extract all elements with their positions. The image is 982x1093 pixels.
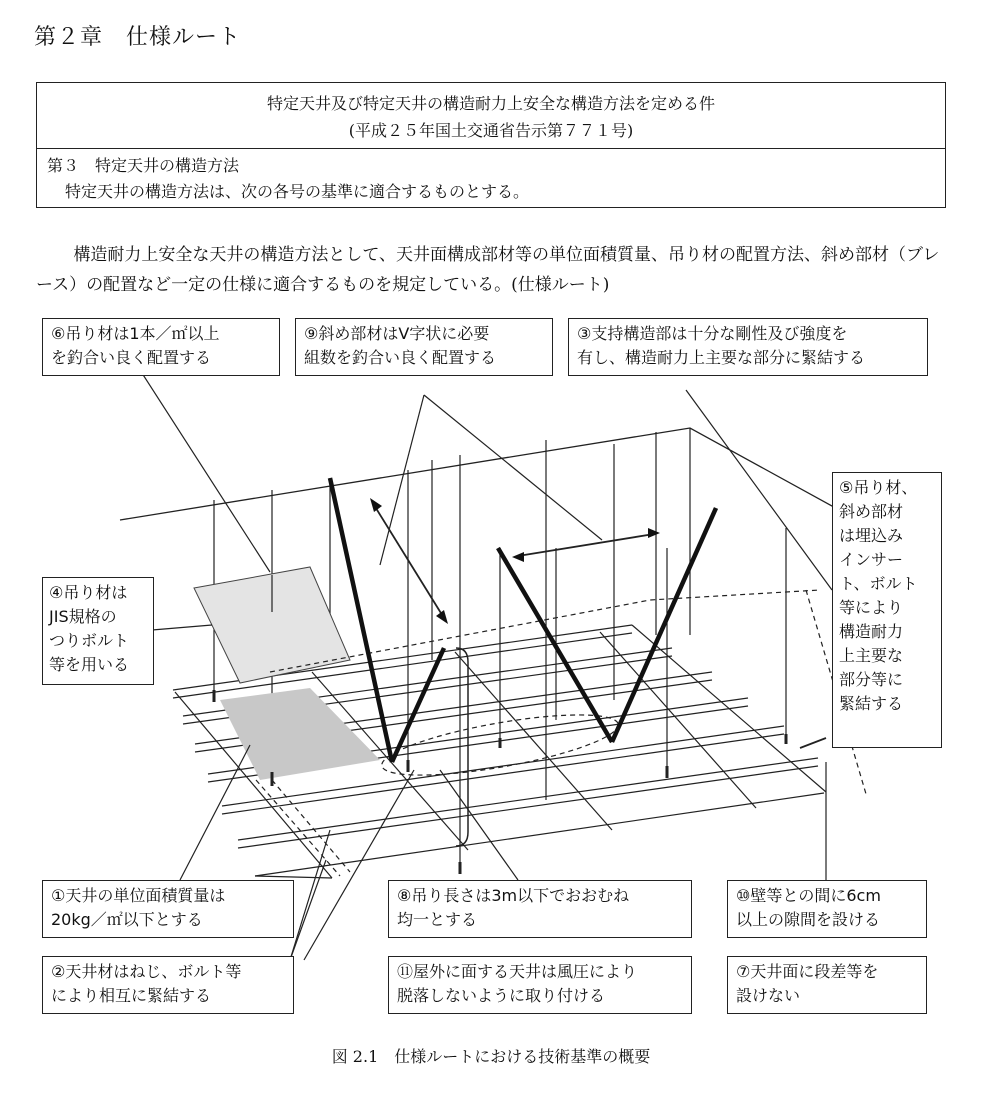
braces	[330, 478, 716, 762]
regulation-title: 特定天井及び特定天井の構造耐力上安全な構造方法を定める件	[266, 94, 715, 113]
callout-3: ③支持構造部は十分な剛性及び強度を 有し、構造耐力上主要な部分に緊結する	[568, 318, 928, 376]
callout-11: ⑪屋外に面する天井は風圧により 脱落しないように取り付ける	[388, 956, 692, 1014]
callout-1: ①天井の単位面積質量は 20kg／㎡以下とする	[42, 880, 294, 938]
callout-10: ⑩壁等との間に6cm 以上の隙間を設ける	[727, 880, 927, 938]
callout-9: ⑨斜め部材はV字状に必要 組数を釣合い良く配置する	[295, 318, 553, 376]
slab-outline	[120, 428, 872, 528]
callout-4: ④吊り材は JIS規格の つりボルト 等を用いる	[42, 577, 154, 685]
dimension-arrows	[374, 505, 826, 748]
regulation-section: 第３ 特定天井の構造方法	[47, 156, 240, 175]
regulation-notice: (平成２５年国土交通省告示第７７１号)	[348, 121, 634, 140]
ceiling-panel-shaded	[220, 688, 380, 780]
callout-2: ②天井材はねじ、ボルト等 により相互に緊結する	[42, 956, 294, 1014]
intro-text: 構造耐力上安全な天井の構造方法として、天井面構成部材等の単位面積質量、吊り材の配置方法、斜め部材（ブレース）の配置など一定の仕様に適合するものを規定している。(仕様ルート)	[36, 245, 940, 295]
regulation-text: 特定天井の構造方法は、次の各号の基準に適合するものとする。	[65, 182, 530, 201]
callout-6: ⑥吊り材は1本／㎡以上 を釣合い良く配置する	[42, 318, 280, 376]
chapter-title: 第２章 仕様ルート	[34, 25, 242, 50]
callout-8: ⑧吊り長さは3m以下でおおむね 均一とする	[388, 880, 692, 938]
callout-7: ⑦天井面に段差等を 設けない	[727, 956, 927, 1014]
callout-5: ⑤吊り材、 斜め部材 は埋込み インサー ト、ボルト 等により 構造耐力 上主要な 部分等に 緊結する	[832, 472, 942, 748]
figure-caption: 図 2.1 仕様ルートにおける技術基準の概要	[331, 1047, 651, 1066]
